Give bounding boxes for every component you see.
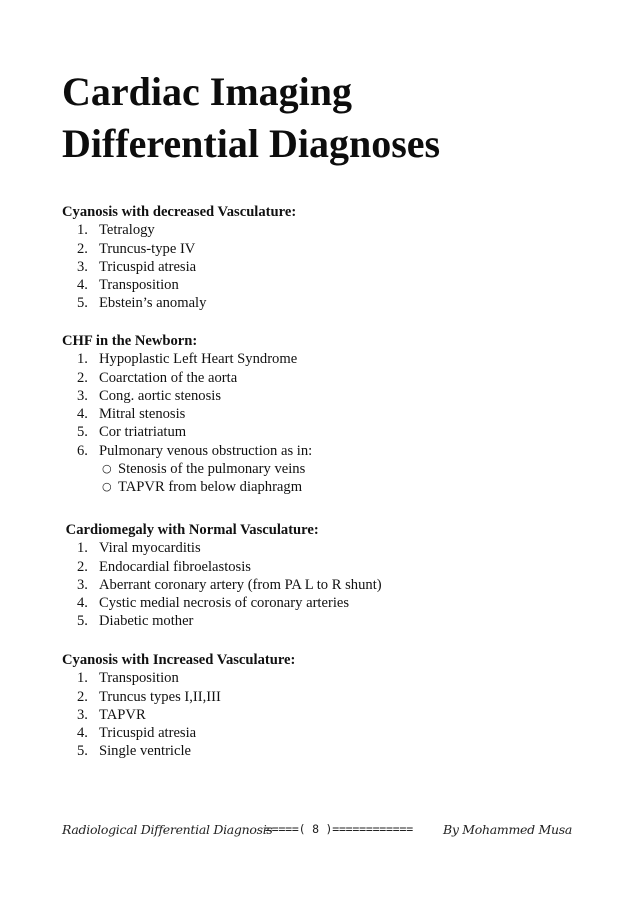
list-number: 4. (77, 277, 88, 294)
list-item (62, 742, 295, 760)
list-text: Tricuspid atresia (99, 258, 197, 275)
list-number: 2. (77, 688, 88, 705)
page-title-line-1: Cardiac Imaging (62, 69, 352, 114)
list-item (62, 612, 382, 630)
list-item (62, 576, 382, 594)
footer-book-title: Radiological Differential Diagnosis (62, 822, 273, 837)
section-cyanosis-increased-vasculature (62, 651, 295, 761)
sub-list-item (62, 460, 312, 478)
footer-page-number: =====( 8 )============ (265, 822, 413, 836)
list-item (62, 294, 296, 312)
list-number: 4. (77, 406, 88, 423)
list-item (62, 724, 295, 742)
section-heading: Cyanosis with decreased Vasculature: (62, 204, 297, 220)
list-number: 3. (77, 576, 88, 593)
sub-list (62, 460, 312, 497)
list-item (62, 258, 296, 276)
list-number: 2. (77, 369, 88, 386)
list-number: 3. (77, 387, 88, 404)
list-item (62, 688, 295, 706)
list-number: 4. (77, 725, 88, 742)
diagnosis-list (62, 221, 296, 312)
list-item (62, 669, 295, 687)
list-number: 3. (77, 706, 88, 723)
list-text: Mitral stenosis (99, 406, 186, 423)
list-number: 1. (77, 222, 88, 239)
list-item (62, 423, 312, 441)
list-number: 5. (77, 295, 88, 312)
list-item (62, 240, 296, 258)
list-number: 1. (77, 351, 88, 368)
list-text: Single ventricle (99, 743, 191, 760)
list-item (62, 350, 312, 368)
list-text: Pulmonary venous obstruction as in: (99, 442, 313, 459)
list-text: Aberrant coronary artery (from PA L to R shunt) (99, 576, 382, 593)
section-cardiomegaly-normal-vasculature (62, 521, 382, 631)
list-text: Tetralogy (99, 222, 155, 239)
list-text: Ebstein’s anomaly (99, 295, 207, 312)
page-title-line-2: Differential Diagnoses (62, 121, 441, 166)
list-text: Cor triatriatum (99, 424, 187, 441)
list-text: Cong. aortic stenosis (99, 387, 222, 404)
section-heading: Cardiomegaly with Normal Vasculature: (62, 522, 319, 538)
list-text: Truncus types I,II,III (99, 688, 221, 705)
list-number: 1. (77, 670, 88, 687)
list-text: Endocardial fibroelastosis (99, 558, 251, 575)
list-text: TAPVR (99, 706, 146, 723)
circle-bullet-icon: ○ (102, 480, 112, 494)
list-number: 6. (77, 442, 88, 459)
list-item (62, 442, 312, 460)
list-number: 2. (77, 240, 88, 257)
section-chf-newborn (62, 332, 312, 497)
list-text: Diabetic mother (99, 613, 194, 630)
list-text: Transposition (99, 670, 179, 687)
list-item (62, 369, 312, 387)
list-item (62, 558, 382, 576)
list-number: 2. (77, 558, 88, 575)
list-text: Tricuspid atresia (99, 725, 197, 742)
diagnosis-list (62, 350, 312, 460)
list-number: 4. (77, 595, 88, 612)
page-footer (62, 822, 572, 842)
list-text: Truncus-type IV (99, 240, 196, 257)
list-text: Hypoplastic Left Heart Syndrome (99, 351, 298, 368)
list-item (62, 221, 296, 239)
diagnosis-list (62, 539, 382, 630)
list-item (62, 706, 295, 724)
list-item (62, 405, 312, 423)
list-number: 5. (77, 424, 88, 441)
list-item (62, 539, 382, 557)
list-text: Viral myocarditis (99, 540, 201, 557)
section-cyanosis-decreased-vasculature (62, 203, 296, 313)
page-title (62, 66, 440, 170)
section-heading: Cyanosis with Increased Vasculature: (62, 652, 296, 668)
sub-list-text: TAPVR from below diaphragm (118, 479, 303, 496)
list-number: 1. (77, 540, 88, 557)
list-number: 5. (77, 613, 88, 630)
list-text: Cystic medial necrosis of coronary arteries (99, 595, 350, 612)
list-item (62, 387, 312, 405)
diagnosis-list (62, 669, 295, 760)
sub-list-item (62, 478, 312, 496)
list-text: Transposition (99, 277, 179, 294)
list-text: Coarctation of the aorta (99, 369, 238, 386)
footer-author: By Mohammed Musa (442, 822, 572, 837)
list-number: 3. (77, 258, 88, 275)
sub-list-text: Stenosis of the pulmonary veins (118, 461, 306, 478)
list-item (62, 276, 296, 294)
list-item (62, 594, 382, 612)
list-number: 5. (77, 743, 88, 760)
section-heading: CHF in the Newborn: (62, 333, 198, 349)
circle-bullet-icon: ○ (102, 462, 112, 476)
